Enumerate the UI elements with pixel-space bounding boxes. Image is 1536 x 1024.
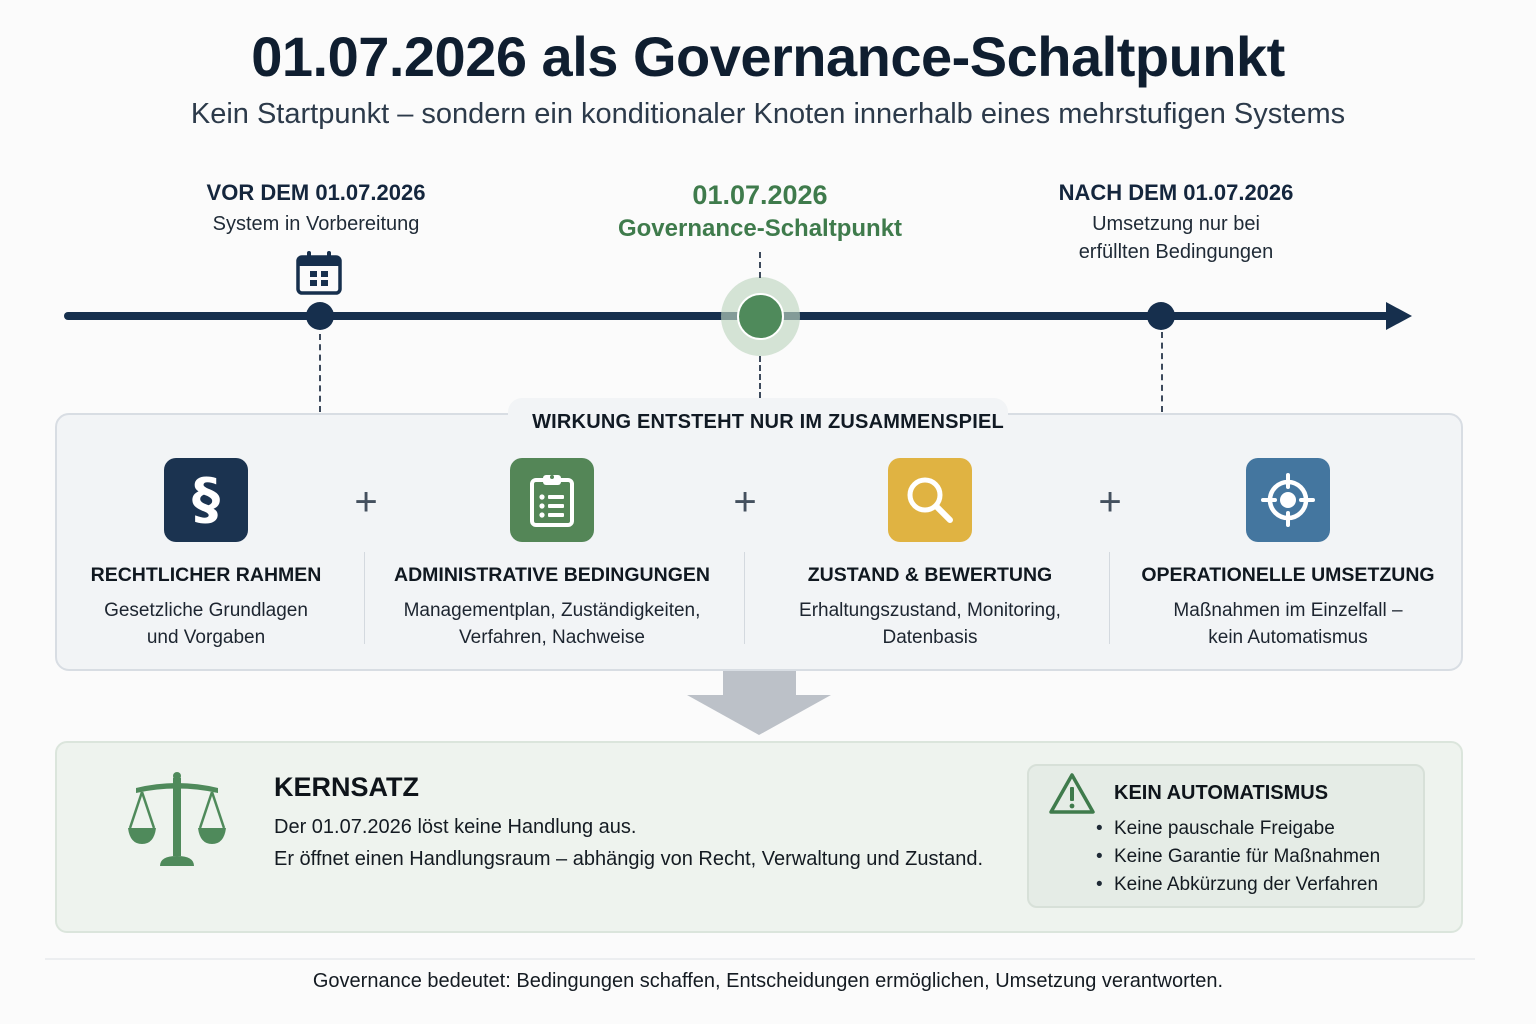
factor-description-line: kein Automatismus [1208,627,1368,648]
timeline-after-label [1026,180,1326,266]
warning-list-item: • Keine Abkürzung der Verfahren [1096,871,1380,899]
factor-operational-implementation [1121,458,1455,651]
timeline-center-label-text: Governance-Schaltpunkt [617,215,903,242]
footer-divider [45,958,1475,960]
kernsatz-line-2: Er öffnet einen Handlungsraum – abhängig von Recht, Verwaltung und Zustand. [274,848,983,870]
down-arrow-icon [723,671,796,696]
factor-description [1121,597,1455,651]
scales-icon [126,770,228,868]
factor-description-line: Maßnahmen im Einzelfall – [1173,600,1403,621]
plus-icon: + [354,480,378,524]
timeline-after-description-2: erfüllten Bedingungen [1078,241,1274,263]
factor-condition-assessment [765,458,1095,651]
warning-list-item: • Keine Garantie für Maßnahmen [1096,843,1380,871]
factor-title: RECHTLICHER RAHMEN [90,564,322,586]
connector-before [319,334,321,412]
factor-description-line: Erhaltungszustand, Monitoring, [799,600,1061,621]
factor-description-line: Gesetzliche Grundlagen [104,600,308,621]
warning-title: KEIN AUTOMATISMUS [1114,782,1329,804]
factor-description [41,597,371,651]
connector-after [1161,332,1163,412]
target-icon [1246,458,1330,542]
plus-icon: + [733,480,757,524]
page-title: 01.07.2026 als Governance-Schaltpunkt [251,25,1285,88]
timeline-center-date: 01.07.2026 [692,180,828,210]
timeline-marker-center [737,293,784,340]
factor-description-line: Verfahren, Nachweise [459,627,645,648]
timeline-marker-after [1147,302,1175,330]
factor-description-line: und Vorgaben [146,627,266,648]
factor-title: ADMINISTRATIVE BEDINGUNGEN [394,564,710,586]
warning-icon [1048,772,1096,816]
factor-description-line: Managementplan, Zuständigkeiten, [403,600,701,621]
timeline-after-description-1: Umsetzung nur bei [1092,213,1260,235]
timeline-after-heading: NACH DEM 01.07.2026 [1058,180,1294,205]
timeline-marker-before [306,302,334,330]
factors-panel-title: WIRKUNG ENTSTEHT NUR IM ZUSAMMENSPIEL [532,411,1004,433]
magnifier-icon [888,458,972,542]
timeline-before-label [166,180,466,238]
factor-description [765,597,1095,651]
factor-title: ZUSTAND & BEWERTUNG [807,564,1053,586]
connector-center-top [759,252,761,278]
kernsatz-line-1: Der 01.07.2026 löst keine Handlung aus. [274,816,637,838]
down-arrow-head-icon [687,695,831,735]
clipboard-icon [510,458,594,542]
timeline-arrowhead-icon [1386,302,1412,330]
timeline-center-label [560,178,960,246]
divider [744,552,745,644]
warning-list-item: • Keine pauschale Freigabe [1096,815,1380,843]
kernsatz-title: KERNSATZ [274,772,419,802]
page-subtitle: Kein Startpunkt – sondern ein konditionaler Knoten innerhalb eines mehrstufigen Systems [190,98,1346,130]
factor-description [387,597,717,651]
footer-text: Governance bedeutet: Bedingungen schaffen, Entscheidungen ermöglichen, Umsetzung verantworten. [312,970,1224,992]
warning-list [1096,815,1380,899]
factor-title: OPERATIONELLE UMSETZUNG [1141,564,1435,586]
factor-description-line: Datenbasis [882,627,978,648]
paragraph-icon: § [164,458,248,542]
timeline-before-description: System in Vorbereitung [212,213,420,235]
factor-legal-framework [41,458,371,651]
divider [364,552,365,644]
plus-icon: + [1098,480,1122,524]
connector-center-bottom [759,356,761,398]
calendar-icon [296,250,342,296]
divider [1109,552,1110,644]
factor-administrative-conditions [387,458,717,651]
timeline-before-heading: VOR DEM 01.07.2026 [206,180,426,205]
